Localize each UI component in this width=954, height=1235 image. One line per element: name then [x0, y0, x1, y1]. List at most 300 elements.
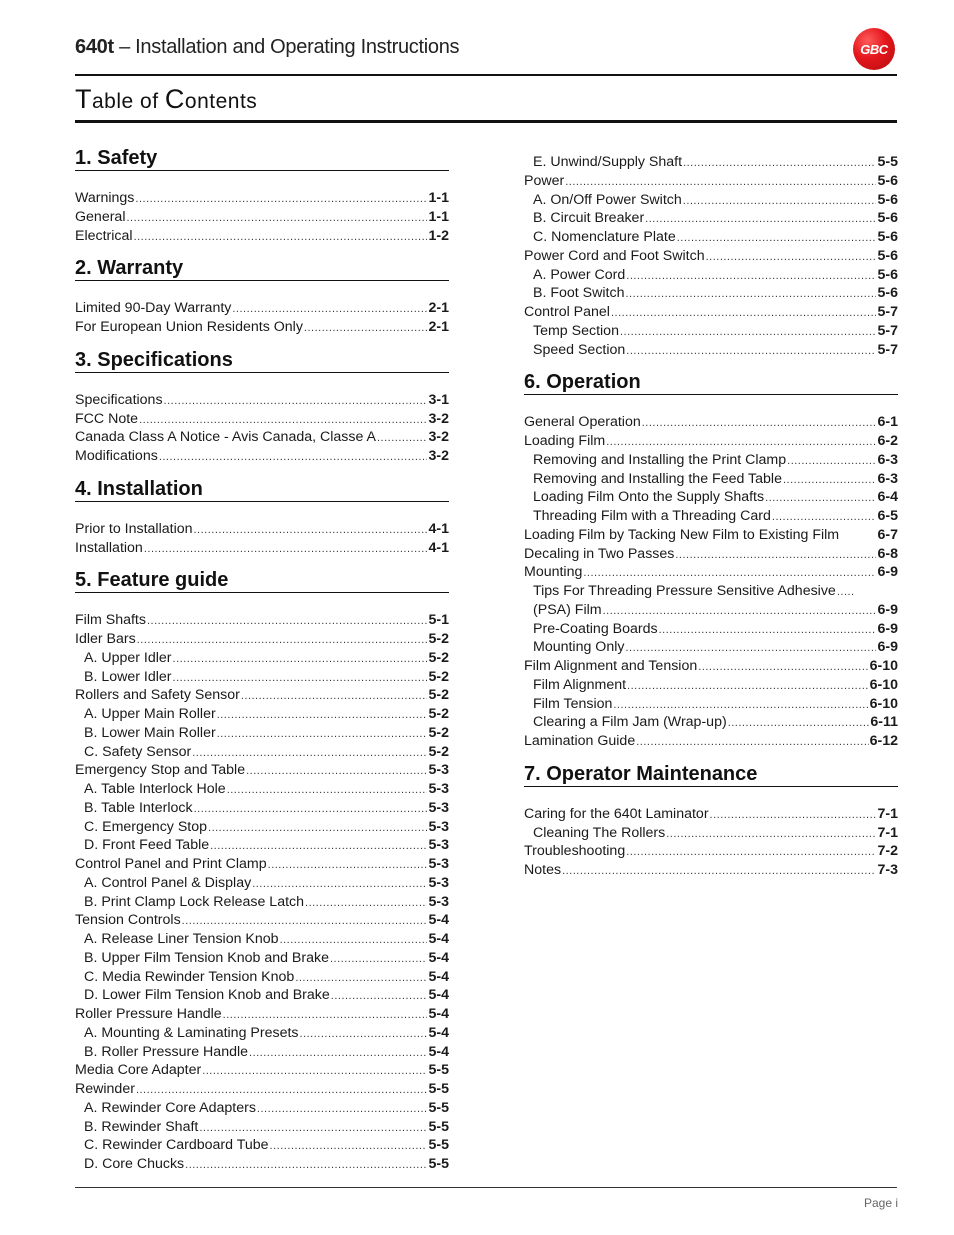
dot-leader [173, 669, 428, 688]
toc-page-number: 5-5 [428, 1062, 449, 1079]
toc-page-number: 5-3 [428, 856, 449, 872]
toc-entry[interactable] [524, 322, 898, 341]
toc-right-column [524, 153, 898, 880]
toc-entry-title: Film Shafts [75, 612, 146, 629]
dot-leader [710, 806, 877, 825]
toc-entry-title: Caring for the 640t Laminator [524, 805, 709, 822]
toc-entry[interactable] [75, 447, 449, 466]
toc-entry-title: C. Rewinder Cardboard Tube [84, 1137, 269, 1154]
dot-leader [603, 602, 877, 621]
dot-leader [295, 969, 427, 988]
toc-entry-title: Rollers and Safety Sensor [75, 687, 240, 704]
toc-entry-title: Emergency Stop and Table [75, 762, 246, 779]
toc-page-number: 5-3 [428, 781, 449, 797]
toc-entry-title: Prior to Installation [75, 520, 193, 537]
toc-page-number: 4-1 [428, 539, 449, 556]
dot-leader [683, 192, 877, 211]
toc-entry-title: B. Lower Main Roller [84, 724, 216, 741]
toc-entry[interactable] [75, 930, 449, 949]
dot-leader [765, 489, 876, 508]
document-title [75, 36, 459, 59]
toc-entry-title: D. Lower Film Tension Knob and Brake [84, 987, 330, 1004]
toc-page-number: 6-10 [869, 658, 898, 674]
dot-leader [268, 856, 428, 875]
toc-entry-title: Removing and Installing the Feed Table [533, 470, 782, 487]
toc-page-number: 5-4 [428, 968, 449, 985]
dot-leader [137, 631, 428, 650]
toc-page-number: 5-3 [428, 818, 449, 835]
dot-leader [642, 414, 877, 433]
toc-page-number: 6-9 [877, 639, 898, 656]
toc-entry-title: B. Roller Pressure Handle [84, 1043, 249, 1060]
toc-entry-title: General [75, 208, 126, 225]
toc-entry[interactable] [524, 805, 898, 824]
toc-entry-title: B. Lower Idler [84, 668, 172, 685]
toc-entry-title: For European Union Residents Only [75, 319, 303, 335]
toc-entry[interactable] [75, 1061, 449, 1080]
dot-leader [683, 154, 876, 173]
dot-leader [249, 1044, 427, 1063]
dot-leader [182, 912, 428, 931]
toc-entry[interactable] [524, 620, 898, 639]
toc-page-number: 6-1 [877, 414, 898, 431]
toc-entry[interactable] [524, 824, 898, 843]
toc-entry[interactable] [524, 545, 898, 564]
toc-entry[interactable] [75, 1024, 449, 1043]
dot-leader [783, 471, 877, 490]
toc-page-number: 5-4 [428, 931, 449, 947]
toc-page-number: 6-9 [877, 564, 898, 581]
toc-page-number: 1-2 [428, 227, 449, 244]
toc-page-number: 5-2 [428, 668, 449, 685]
toc-page-number: 6-2 [877, 433, 898, 449]
toc-entry[interactable] [524, 638, 898, 657]
dot-leader [257, 1100, 428, 1119]
toc-entry[interactable] [524, 303, 898, 322]
dot-leader [270, 1137, 428, 1156]
dot-leader [772, 508, 877, 527]
toc-entry[interactable] [75, 1136, 449, 1155]
toc-page-number: 5-2 [428, 649, 449, 666]
toc-entry-title: C. Emergency Stop [84, 818, 208, 835]
toc-page-number: 5-1 [428, 612, 449, 629]
toc-heading-part: C [164, 84, 185, 114]
toc-page-number: 3-2 [428, 410, 449, 427]
toc-entry[interactable] [524, 861, 898, 880]
toc-entry[interactable] [75, 968, 449, 987]
toc-page-number: 1-1 [428, 208, 449, 225]
dot-leader [305, 894, 427, 913]
toc-entry[interactable] [524, 713, 898, 732]
dot-leader [626, 843, 876, 862]
toc-entry-title: Roller Pressure Handle [75, 1006, 222, 1022]
toc-page-number: 5-2 [428, 724, 449, 741]
toc-page-number: 5-6 [877, 172, 898, 189]
toc-entry-title: Loading Film [524, 433, 606, 449]
toc-page-number: 6-12 [869, 733, 898, 749]
toc-page-number: 6-10 [869, 695, 898, 712]
toc-page-number: 5-6 [877, 247, 898, 264]
toc-entry[interactable] [75, 1099, 449, 1118]
toc-entry-title: Threading Film with a Threading Card [533, 508, 771, 524]
toc-entry-title: A. Release Liner Tension Knob [84, 931, 279, 947]
dot-leader [675, 546, 876, 565]
toc-entry-title: Specifications [75, 391, 163, 408]
toc-page-number: 6-8 [877, 545, 898, 562]
toc-entry[interactable] [75, 208, 449, 227]
toc-entry[interactable] [75, 855, 449, 874]
toc-entry-title: Film Tension [533, 695, 613, 712]
dot-leader [144, 540, 428, 559]
toc-entry[interactable] [75, 874, 449, 893]
toc-entry-title: Lamination Guide [524, 733, 636, 749]
toc-page-number: 5-6 [877, 266, 898, 283]
toc-entry-title: C. Safety Sensor [84, 743, 192, 760]
toc-entry-title: Loading Film by Tacking New Film to Existing Film [524, 526, 840, 543]
dot-leader [728, 714, 870, 733]
toc-entry[interactable] [75, 705, 449, 724]
toc-entry-title: Troubleshooting [524, 843, 626, 860]
dot-leader [300, 1025, 428, 1044]
toc-page-number: 5-4 [428, 949, 449, 966]
toc-entry[interactable] [75, 391, 449, 410]
toc-page-number: 6-4 [877, 489, 898, 506]
toc-entry[interactable] [524, 209, 898, 228]
toc-page-number: 6-11 [870, 714, 898, 731]
toc-entry[interactable] [75, 1043, 449, 1062]
dot-leader [636, 733, 868, 752]
dot-leader [706, 248, 877, 267]
toc-page-number: 5-6 [877, 191, 898, 208]
dot-leader [330, 950, 427, 969]
toc-entry-title: Canada Class A Notice - Avis Canada, Classe A [75, 429, 376, 446]
dot-leader [185, 1156, 427, 1175]
dot-leader [698, 658, 868, 677]
dot-leader [787, 452, 876, 471]
dot-leader [134, 228, 428, 247]
toc-page-number: 6-7 [877, 526, 898, 543]
toc-page-number: 7-3 [877, 862, 898, 878]
toc-entry-title: Loading Film Onto the Supply Shafts [533, 489, 765, 506]
toc-heading-part: T [75, 84, 92, 114]
toc-page-number: 3-2 [428, 448, 449, 464]
toc-entry[interactable] [75, 893, 449, 912]
toc-page-number: 5-2 [428, 687, 449, 704]
toc-heading-part: ontents [184, 90, 258, 113]
toc-entry-title: Rewinder [75, 1081, 135, 1097]
toc-entry[interactable] [524, 432, 898, 451]
toc-heading-part: able of [92, 90, 165, 113]
toc-page-number: 5-4 [428, 1024, 449, 1041]
toc-entry[interactable] [75, 986, 449, 1005]
dot-leader [159, 448, 428, 467]
toc-entry-title: Media Core Adapter [75, 1062, 202, 1079]
toc-page-number: 5-5 [428, 1099, 449, 1116]
toc-page-number: 5-4 [428, 1006, 449, 1022]
toc-entry[interactable] [524, 657, 898, 676]
toc-page-number: 5-5 [428, 1137, 449, 1154]
toc-entry[interactable] [75, 1155, 449, 1174]
toc-entry-title: A. Rewinder Core Adapters [84, 1099, 256, 1116]
toc-entry-title: B. Upper Film Tension Knob and Brake [84, 949, 329, 966]
toc-entry[interactable] [524, 676, 898, 695]
toc-entry-title: Electrical [75, 227, 133, 244]
toc-entry-title: C. Media Rewinder Tension Knob [84, 968, 295, 985]
dot-leader [611, 304, 877, 323]
section-heading[interactable]: 4. Installation [75, 478, 449, 502]
toc-page-number: 5-6 [877, 229, 898, 245]
toc-entry-title: Clearing a Film Jam (Wrap-up) [533, 714, 727, 731]
footer-rule [75, 1187, 897, 1188]
toc-entry-title: Cleaning The Rollers [533, 824, 666, 841]
toc-entry[interactable] [524, 842, 898, 861]
toc-page-number: 6-9 [877, 601, 898, 618]
toc-page-number: 6-3 [877, 470, 898, 487]
toc-page-number: 3-1 [428, 391, 449, 408]
toc-entry[interactable] [75, 539, 449, 558]
dot-leader [164, 392, 428, 411]
toc-page-number: 2-1 [428, 300, 449, 317]
toc-page-number: 5-7 [877, 341, 898, 358]
toc-entry-title: Film Alignment [533, 676, 627, 693]
toc-entry[interactable] [524, 228, 898, 247]
toc-entry[interactable] [524, 695, 898, 714]
toc-page-number: 5-4 [428, 987, 449, 1004]
toc-page-number: 5-3 [428, 837, 449, 854]
toc-entry-title: Speed Section [533, 341, 626, 358]
toc-entry-title: C. Nomenclature Plate [533, 229, 676, 245]
page-header [75, 34, 897, 76]
dot-leader [192, 744, 427, 763]
toc-entry-title: Mounting Only [533, 639, 625, 656]
toc-page-number: 1-1 [428, 190, 449, 206]
toc-entry[interactable] [75, 949, 449, 968]
toc-page-number: 6-9 [877, 620, 898, 637]
toc-entry[interactable] [524, 507, 898, 526]
toc-entry-title: Power Cord and Foot Switch [524, 247, 705, 264]
dot-leader [659, 621, 877, 640]
dot-leader [135, 190, 427, 209]
toc-page-number: 5-2 [428, 706, 449, 722]
toc-page-number: 2-1 [428, 319, 449, 335]
dot-leader [562, 862, 876, 881]
toc-entry[interactable] [75, 761, 449, 780]
toc-entry[interactable] [75, 520, 449, 539]
toc-entry-title: D. Front Feed Table [84, 837, 210, 854]
toc-entry[interactable] [75, 799, 449, 818]
toc-entry[interactable] [75, 836, 449, 855]
toc-entry-title: Installation [75, 539, 143, 556]
section-heading[interactable]: 5. Feature guide [75, 569, 449, 593]
toc-entry[interactable] [524, 582, 898, 601]
dot-leader [666, 825, 876, 844]
toc-entry-title: B. Print Clamp Lock Release Latch [84, 893, 305, 910]
toc-entry[interactable] [75, 1005, 449, 1024]
toc-page-number: 5-4 [428, 1043, 449, 1060]
toc-entry[interactable] [524, 247, 898, 266]
toc-entry[interactable] [524, 601, 898, 620]
dot-leader [606, 433, 876, 452]
toc-entry-title: Power [524, 172, 565, 189]
toc-page-number: 5-5 [428, 1156, 449, 1172]
toc-entry-title: Control Panel [524, 304, 610, 320]
toc-entry[interactable] [524, 732, 898, 751]
dot-leader [613, 696, 868, 715]
toc-entry[interactable] [75, 1080, 449, 1099]
toc-entry[interactable] [524, 266, 898, 285]
dot-leader [620, 323, 877, 342]
dot-leader [227, 781, 428, 800]
toc-entry[interactable] [75, 743, 449, 762]
toc-entry-title: (PSA) Film [533, 601, 602, 618]
dot-leader [280, 931, 428, 950]
dot-leader [583, 564, 876, 583]
toc-entry-title: A. Control Panel & Display [84, 874, 252, 891]
gbc-logo [853, 28, 895, 70]
toc-page-number: 5-5 [428, 1118, 449, 1135]
dot-leader [627, 677, 869, 696]
dot-leader [241, 687, 428, 706]
toc-page-number: 3-2 [428, 429, 449, 446]
toc-left-column [75, 147, 449, 1174]
toc-page-number: 5-7 [877, 304, 898, 320]
toc-entry[interactable] [524, 488, 898, 507]
toc-entry-title: General Operation [524, 414, 641, 431]
toc-entry-title: B. Foot Switch [533, 285, 625, 302]
dot-leader [139, 411, 427, 430]
toc-entry-title: Decaling in Two Passes [524, 545, 675, 562]
toc-entry-title: A. On/Off Power Switch [533, 191, 682, 208]
toc-entry[interactable] [75, 1118, 449, 1137]
toc-heading-rule [75, 120, 897, 123]
toc-page-number: 5-5 [877, 154, 898, 170]
toc-entry-title: Idler Bars [75, 631, 136, 647]
toc-page-number: 6-3 [877, 451, 898, 468]
toc-page-number: 5-6 [877, 285, 898, 302]
toc-entry[interactable] [75, 410, 449, 429]
dot-leader [837, 583, 897, 602]
toc-entry-title: B. Table Interlock [84, 799, 193, 816]
toc-entry-title: A. Mounting & Laminating Presets [84, 1024, 299, 1041]
toc-entry-title: Control Panel and Print Clamp [75, 856, 267, 872]
toc-entry-title: Notes [524, 862, 562, 878]
dot-leader [217, 725, 428, 744]
toc-entry[interactable] [75, 428, 449, 447]
toc-entry-title: A. Table Interlock Hole [84, 781, 226, 797]
dot-leader [304, 319, 428, 338]
toc-entry[interactable] [75, 227, 449, 246]
toc-page-number: 7-1 [877, 824, 898, 841]
document-title-text: – Installation and Operating Instructions [113, 36, 460, 58]
toc-entry-title: E. Unwind/Supply Shaft [533, 154, 683, 170]
dot-leader [565, 173, 876, 192]
section-heading[interactable]: 3. Specifications [75, 349, 449, 373]
toc-entry[interactable] [75, 668, 449, 687]
toc-page-number: 6-10 [869, 676, 898, 693]
logo-text: GBC [860, 41, 888, 57]
dot-leader [194, 800, 428, 819]
dot-leader [194, 521, 428, 540]
toc-entry-title: D. Core Chucks [84, 1156, 185, 1172]
section-heading[interactable]: 1. Safety [75, 147, 449, 171]
toc-page-number: 5-5 [428, 1081, 449, 1097]
toc-entry-title: Modifications [75, 448, 158, 464]
toc-entry-title: Removing and Installing the Print Clamp [533, 451, 787, 468]
dot-leader [331, 987, 428, 1006]
toc-entry[interactable] [75, 649, 449, 668]
toc-entry[interactable] [524, 470, 898, 489]
toc-page-number: 7-1 [877, 805, 898, 822]
toc-page-number: 5-2 [428, 743, 449, 760]
dot-leader [677, 229, 877, 248]
dot-leader [252, 875, 427, 894]
toc-entry[interactable] [524, 563, 898, 582]
dot-leader [645, 210, 876, 229]
toc-entry[interactable] [75, 630, 449, 649]
toc-entry[interactable] [524, 172, 898, 191]
toc-entry[interactable] [524, 451, 898, 470]
toc-entry[interactable] [524, 341, 898, 360]
toc-entry[interactable] [524, 191, 898, 210]
section-heading[interactable]: 6. Operation [524, 371, 898, 395]
toc-page-number: 5-3 [428, 799, 449, 816]
section-heading[interactable]: 7. Operator Maintenance [524, 763, 898, 787]
toc-entry-title: A. Upper Idler [84, 649, 172, 666]
toc-entry[interactable] [75, 724, 449, 743]
toc-heading [75, 84, 257, 115]
dot-leader [246, 762, 427, 781]
toc-entry-title: Film Alignment and Tension [524, 658, 698, 674]
toc-page-number: 5-4 [428, 912, 449, 929]
dot-leader [126, 209, 427, 228]
toc-entry[interactable] [524, 284, 898, 303]
toc-entry[interactable] [75, 299, 449, 318]
toc-entry[interactable] [524, 153, 898, 172]
dot-leader [377, 429, 427, 448]
dot-leader [625, 639, 876, 658]
toc-entry-title: Pre-Coating Boards [533, 620, 658, 637]
dot-leader [626, 342, 876, 361]
toc-entry[interactable] [75, 818, 449, 837]
dot-leader [625, 285, 876, 304]
toc-entry-title: A. Power Cord [533, 266, 626, 283]
toc-page-number: 5-6 [877, 210, 898, 227]
toc-entry[interactable] [75, 911, 449, 930]
section-heading[interactable]: 2. Warranty [75, 257, 449, 281]
toc-entry[interactable] [75, 318, 449, 337]
dot-leader [147, 612, 428, 631]
toc-entry-title: Temp Section [533, 322, 619, 339]
toc-entry-title: FCC Note [75, 410, 139, 427]
toc-entry[interactable] [524, 526, 898, 545]
dot-leader [626, 267, 876, 286]
page-number: Page i [863, 1196, 898, 1210]
toc-entry[interactable] [75, 686, 449, 705]
dot-leader [232, 300, 427, 319]
toc-entry[interactable] [75, 780, 449, 799]
toc-page-number: 5-3 [428, 874, 449, 891]
toc-entry[interactable] [75, 189, 449, 208]
toc-entry-title: Tips For Threading Pressure Sensitive Adhesive [533, 583, 836, 599]
header-rule [75, 74, 897, 76]
toc-entry[interactable] [524, 413, 898, 432]
toc-page-number: 6-5 [877, 508, 898, 524]
toc-entry-title: Mounting [524, 564, 583, 581]
toc-entry-title: Tension Controls [75, 912, 181, 929]
toc-entry-title: Warnings [75, 190, 135, 206]
dot-leader [217, 706, 428, 725]
toc-entry[interactable] [75, 611, 449, 630]
